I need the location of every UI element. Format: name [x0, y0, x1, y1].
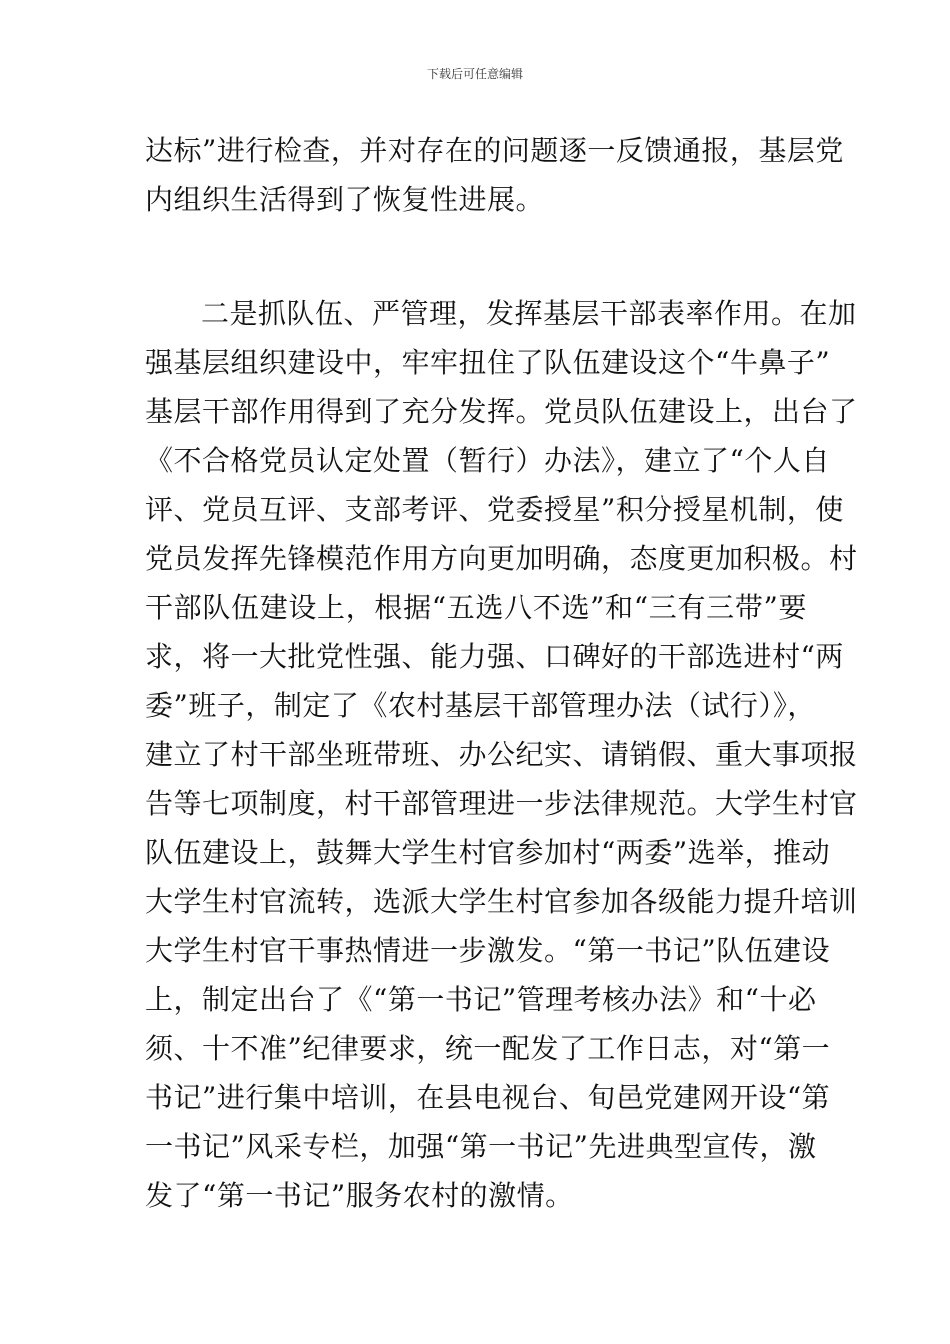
text-line: 达标”进行检查，并对存在的问题逐一反馈通报，基层党 [145, 134, 844, 167]
text-line: 发了“第一书记”服务农村的激情。 [145, 1179, 574, 1212]
text-line: 上，制定出台了《“第一书记”管理考核办法》和“十必 [145, 983, 817, 1016]
text-line: 强基层组织建设中，牢牢扭住了队伍建设这个“牛鼻子” [145, 346, 831, 379]
text-line: 须、十不准”纪律要求，统一配发了工作日志，对“第一 [145, 1032, 831, 1065]
text-line: 二是抓队伍、严管理，发挥基层干部表率作用。在加 [201, 297, 857, 330]
text-line: 内组织生活得到了恢复性进展。 [145, 183, 545, 216]
text-line: 书记”进行集中培训，在县电视台、旬邑党建网开设“第 [145, 1081, 831, 1114]
text-line: 一书记”风采专栏，加强“第一书记”先进典型宣传，激 [145, 1130, 817, 1163]
text-line: 干部队伍建设上，根据“五选八不选”和“三有三带”要 [145, 591, 807, 624]
text-line: 《不合格党员认定处置（暂行）办法》，建立了“个人自 [145, 444, 830, 477]
text-line: 评、党员互评、支部考评、党委授星”积分授星机制，使 [145, 493, 844, 526]
text-line: 大学生村官干事热情进一步激发。“第一书记”队伍建设 [145, 934, 831, 967]
paragraph-2 [145, 289, 858, 1220]
paragraph-spacer [145, 224, 807, 289]
text-line: 基层干部作用得到了充分发挥。党员队伍建设上，出台了 [145, 395, 858, 428]
text-line: 委”班子，制定了《农村基层干部管理办法（试行）》， [145, 689, 816, 722]
text-line: 求，将一大批党性强、能力强、口碑好的干部选进村“两 [145, 640, 844, 673]
text-line: 党员发挥先锋模范作用方向更加明确，态度更加积极。村 [145, 542, 858, 575]
text-line: 队伍建设上，鼓舞大学生村官参加村“两委”选举，推动 [145, 836, 831, 869]
header-note: 下载后可任意编辑 [426, 67, 523, 81]
paragraph-1 [145, 126, 844, 224]
text-line: 大学生村官流转，选派大学生村官参加各级能力提升培训 [145, 885, 858, 918]
text-line: 建立了村干部坐班带班、办公纪实、请销假、重大事项报 [145, 738, 858, 771]
document-body [145, 126, 858, 1220]
text-line: 告等七项制度，村干部管理进一步法律规范。大学生村官 [145, 787, 858, 820]
